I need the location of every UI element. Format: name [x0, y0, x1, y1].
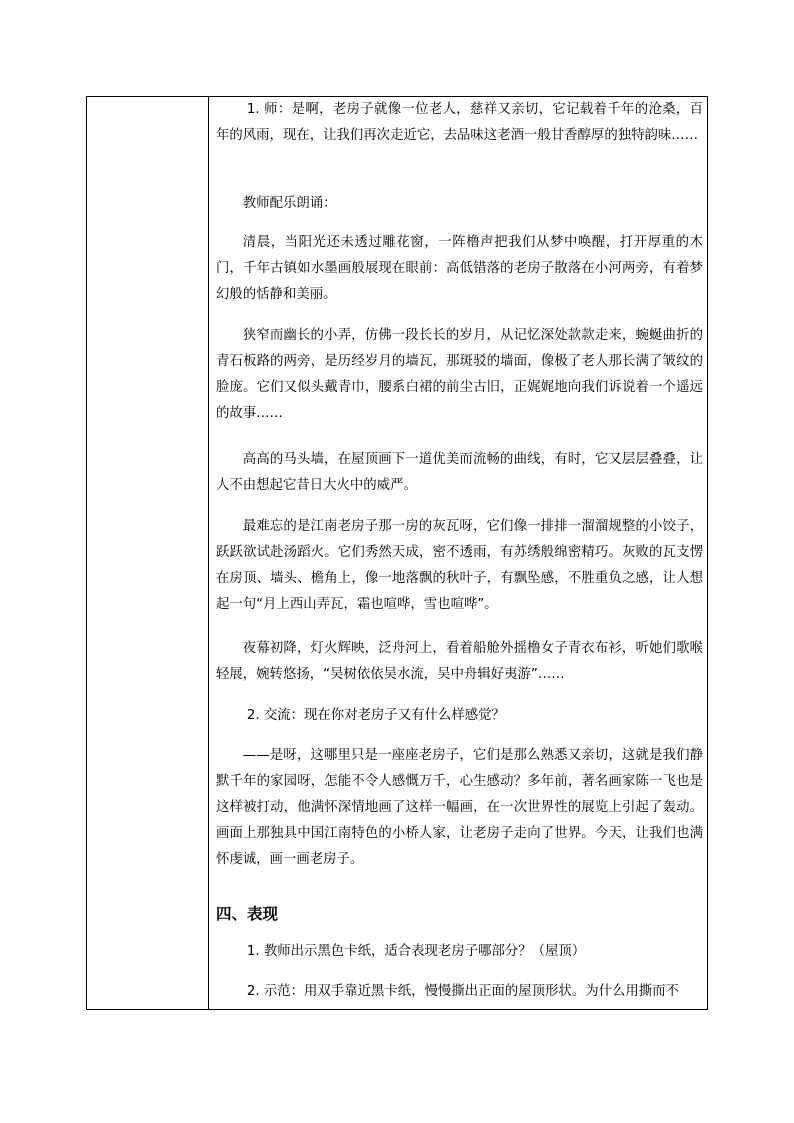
paragraph-alley: 狭窄而幽长的小弄，仿佛一段长长的岁月，从记忆深处款款走来，蜿蜒曲折的青石板路的两旁，是历经岁月的墙瓦，那斑驳的墙面，像极了老人那长满了皱纹的脸庞。它们又似头戴青巾，腰系白裙的前尘古旧，正娓娓地向我们诉说着一个遥远的故事……: [216, 328, 703, 421]
lesson-table: [86, 96, 708, 1010]
paragraph-black-card: 1. 教师出示黑色卡纸，适合表现老房子哪部分？（屋顶）: [246, 944, 586, 959]
paragraph-discussion: 2. 交流：现在你对老房子又有什么样感觉？: [246, 708, 505, 723]
paragraph-recitation-label: 教师配乐朗诵：: [242, 196, 337, 211]
section-heading-expression: 四、表现: [216, 905, 279, 923]
paragraph-teacher-intro: 1. 师：是啊，老房子就像一位老人，慈祥又亲切，它记载着千年的沧桑，百年的风雨，现在，让我们再次走近它，去品味这老酒一般甘香醇厚的独特韵味……: [216, 102, 703, 143]
column-divider: [208, 97, 209, 1009]
paragraph-demonstration: 2. 示范：用双手靠近黑卡纸，慢慢撕出正面的屋顶形状。为什么用撕而不: [246, 984, 679, 999]
paragraph-nightfall: 夜幕初降，灯火辉映，泛舟河上，看着船舱外摇橹女子青衣布衫，听她们歌喉轻展，婉转悠扬，“吴树依依吴水流，吴中舟辑好夷游”……: [216, 641, 703, 682]
paragraph-grey-tiles: 最难忘的是江南老房子那一房的灰瓦呀，它们像一排排一溜溜规整的小饺子，跃跃欲试赴汤蹈火。它们秀然天成，密不透雨，有苏绣般绵密精巧。灰败的瓦支愣在房顶、墙头、檐角上，像一地落飘的秋叶子，有飘坠感，不胜重负之感，让人想起一句“月上西山弄瓦，霜也喧哗，雪也喧哗”。: [216, 519, 703, 612]
paragraph-horse-head-wall: 高高的马头墙，在屋顶画下一道优美而流畅的曲线，有时，它又层层叠叠，让人不由想起它昔日大火中的威严。: [216, 452, 703, 493]
paragraph-reflection: ——是呀，这哪里只是一座座老房子，它们是那么熟悉又亲切，这就是我们静默千年的家园呀，怎能不令人感慨万千，心生感动？多年前，著名画家陈一飞也是这样被打动，他满怀深情地画了这样一幅画，在一次世界性的展览上引起了轰动。画面上那独具中国江南特色的小桥人家，让老房子走向了世界。今天，让我们也满怀虔诚，画一画老房子。: [216, 748, 703, 867]
paragraph-morning: 清晨，当阳光还未透过雕花窗，一阵橹声把我们从梦中唤醒，打开厚重的木门，千年古镇如水墨画般展现在眼前：高低错落的老房子散落在小河两旁，有着梦幻般的恬静和美丽。: [216, 235, 703, 302]
